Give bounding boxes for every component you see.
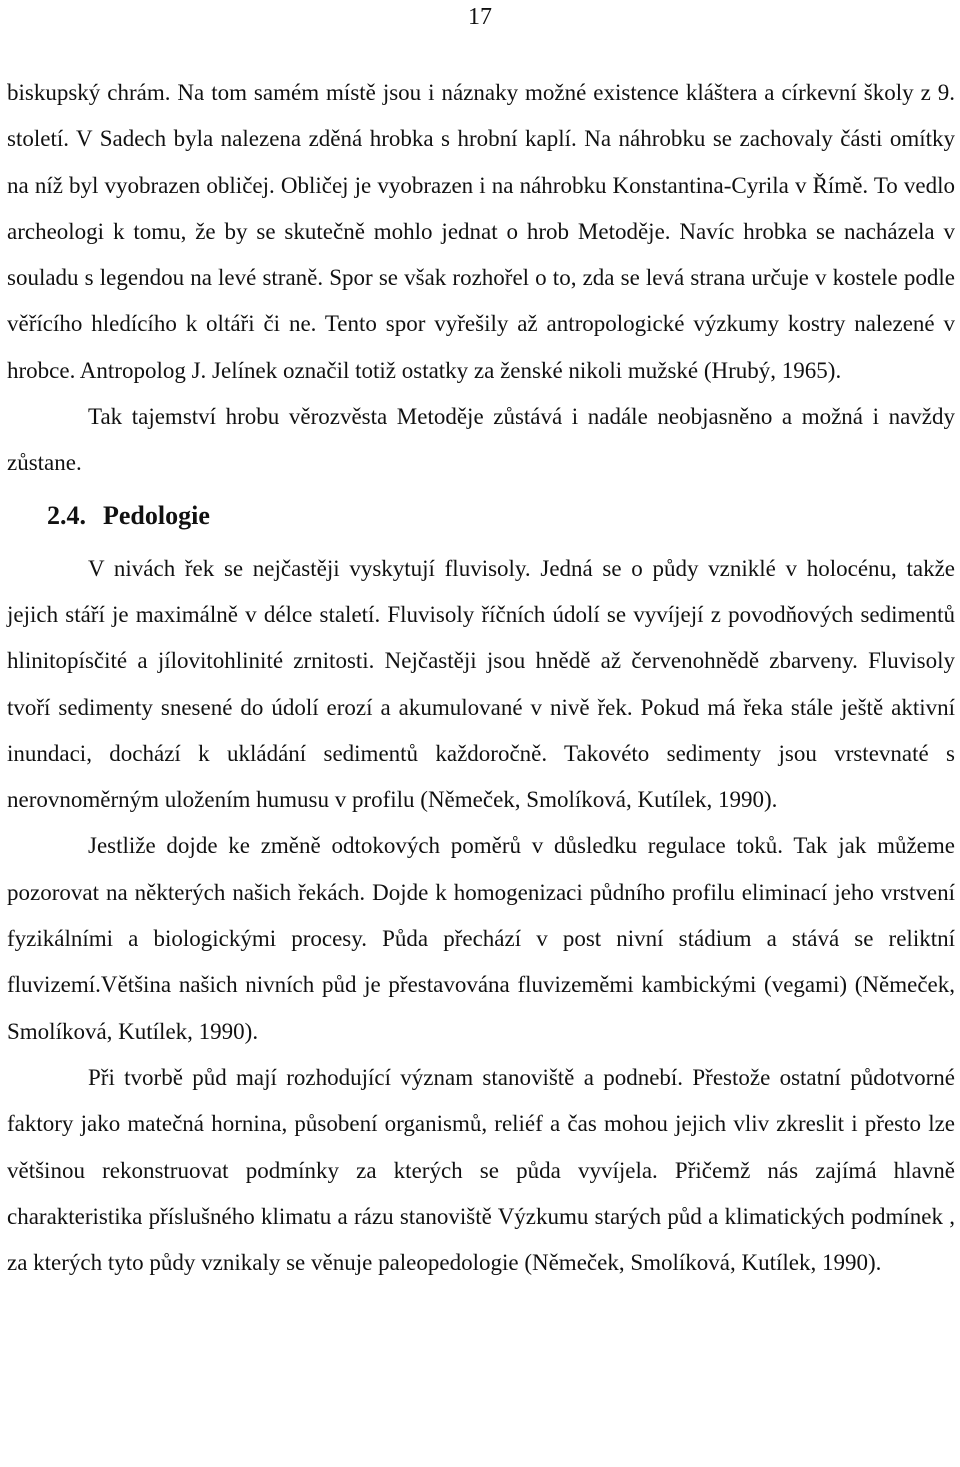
paragraph-paleopedology: Při tvorbě půd mají rozhodující význam stanoviště a podnebí. Přestože ostatní půdotvorné faktory jako matečná hornina, působení organismů, reliéf a čas mohou jejich vliv zkreslit i přesto lze většinou rekonstruovat podmínky za kterých se půda vyvíjela. Přičemž nás zajímá hlavně charakteristika příslušného klimatu a rázu stanoviště Výzkumu starých půd a klimatických podmínek , za kterých tyto půdy vznikaly se věnuje paleopedologie (Němeček, Smolíková, Kutílek, 1990). [7, 1064, 955, 1276]
paragraph-fluvisols: V nivách řek se nejčastěji vyskytují fluvisoly. Jedná se o půdy vzniklé v holocénu, takže jejich stáří je maximálně v délce staletí. Fluvisoly říčních údolí se vyvíjejí z povodňových sedimentů hlinitopísčité a jílovitohlinité zrnitosti. Nejčastěji jsou hnědě až červenohnědě zbarveny. Fluvisoly tvoří sedimenty snesené do údolí erozí a akumulované v nivě řek. Pokud má řeka stále ještě aktivní inundaci, dochází k ukládání sedimentů každoročně. Takovéto sedimenty jsou vrstevnaté s nerovnoměrným uložením humusu v profilu (Němeček, Smolíková, Kutílek, 1990). [7, 555, 955, 813]
paragraph-methodius-tomb: biskupský chrám. Na tom samém místě jsou i náznaky možné existence kláštera a církevní školy z 9. století. V Sadech byla nalezena zděná hrobka s hrobní kaplí. Na náhrobku se zachovaly části omítky na níž byl vyobrazen obličej. Obličej je vyobrazen i na náhrobku Konstantina-Cyrila v Římě. To vedlo archeologi k tomu, že by se skutečně mohlo jednat o hrob Metoděje. Navíc hrobka se nacházela v souladu s legendou na levé straně. Spor se však rozhořel o to, zda se levá strana určuje v kostele podle věřícího hledícího k oltáři či ne. Tento spor vyřešily až antropologické výzkumy kostry nalezené v hrobce. Antropolog J. Jelínek označil totiž ostatky za ženské nikoli mužské (Hrubý, 1965). [7, 80, 955, 383]
section-number: 2.4. [47, 500, 86, 530]
paragraph-mystery-conclusion: Tak tajemství hrobu věrozvěsta Metoděje zůstává i nadále neobjasněno a možná i navždy zůstane. [7, 404, 955, 476]
section-title: Pedologie [103, 500, 210, 530]
page-number: 17 [468, 4, 492, 30]
section-heading-pedologie [7, 496, 955, 536]
paragraph-regulation: Jestliže dojde ke změně odtokových poměrů v důsledku regulace toků. Tak jak můžeme pozorovat na některých našich řekách. Dojde k homogenizaci půdního profilu eliminací jeho vrstvení fyzikálními a biologickými procesy. Půda přechází v post nivní stádium a stává se reliktní fluvizemí.Většina našich nivních půd je přestavována fluvizeměmi kambickými (vegami) (Němeček, Smolíková, Kutílek, 1990). [7, 833, 955, 1044]
document-body [7, 70, 955, 1286]
